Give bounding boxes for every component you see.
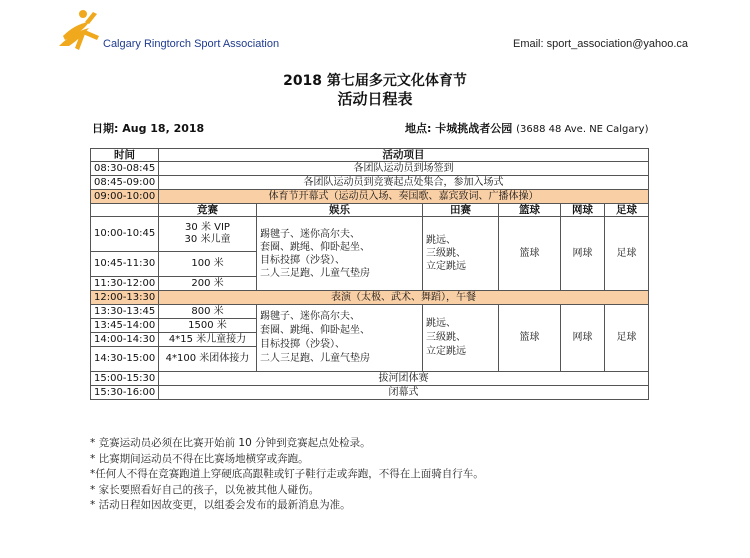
race-cell: [159, 217, 257, 252]
race-cell: 1500 米: [159, 319, 257, 333]
time-cell: 14:30-15:00: [91, 347, 159, 372]
location-address: (3688 48 Ave. NE Calgary): [516, 124, 649, 135]
category-tennis: 网球: [561, 204, 605, 217]
table-row: [91, 305, 649, 319]
fun-activities-cell: [257, 305, 423, 372]
table-row: [91, 386, 649, 400]
category-field: 田赛: [423, 204, 499, 217]
category-fun: 娱乐: [257, 204, 423, 217]
document-title: 2018 第七届多元文化体育节: [283, 73, 467, 89]
category-race: 竞赛: [159, 204, 257, 217]
time-cell: 09:00-10:00: [91, 190, 159, 204]
category-header-row: [91, 204, 649, 217]
time-cell: 08:30-08:45: [91, 162, 159, 176]
table-header-row: [91, 149, 649, 162]
field-line: 立定跳远: [426, 346, 466, 357]
category-basketball: 篮球: [499, 204, 561, 217]
race-item: 30 米 VIP: [185, 222, 230, 233]
time-cell: 10:00-10:45: [91, 217, 159, 252]
soccer-cell: 足球: [605, 305, 649, 372]
fun-line: 套圈、跳绳、仰卧起坐、: [260, 241, 370, 253]
note-item: * 竞赛运动员必须在比赛开始前 10 分钟到竞赛起点处检录。: [90, 437, 371, 449]
field-line: 立定跳远: [426, 261, 466, 272]
table-row-highlight: [91, 291, 649, 305]
race-cell: 4*15 米儿童接力: [159, 333, 257, 347]
time-cell: 13:30-13:45: [91, 305, 159, 319]
note-item: * 家长要照看好自己的孩子，以免被其他人碰伤。: [90, 483, 320, 496]
letterhead: [0, 0, 750, 60]
soccer-cell: 足球: [605, 217, 649, 291]
basketball-cell: 篮球: [499, 217, 561, 291]
note-item: * 活动日程如因故变更，以组委会发布的最新消息为准。: [90, 499, 351, 511]
fun-line: 踢毽子、迷你高尔夫、: [260, 228, 360, 240]
field-line: 三级跳、: [426, 248, 466, 259]
race-cell: 200 米: [159, 277, 257, 291]
time-cell: 12:00-13:30: [91, 291, 159, 305]
activity-header: 活动项目: [159, 149, 649, 162]
time-cell: 13:45-14:00: [91, 319, 159, 333]
activity-cell: 各团队运动员到场签到: [159, 162, 649, 176]
activity-cell: 各团队运动员到竞赛起点处集合，参加入场式: [159, 176, 649, 190]
table-row: [91, 176, 649, 190]
fun-line: 目标投掷（沙袋）、: [260, 254, 345, 266]
schedule-table: [90, 148, 649, 400]
activity-cell: 体育节开幕式（运动员入场、奏国歌、嘉宾致词、广播体操）: [159, 190, 649, 204]
tennis-cell: 网球: [561, 217, 605, 291]
note-item: *任何人不得在竞赛跑道上穿硬底高跟鞋或钉子鞋行走或奔跑，不得在上面骑自行车。: [90, 468, 484, 480]
time-header: 时间: [91, 149, 159, 162]
activity-cell: 表演（太极、武术、舞蹈），午餐: [159, 291, 649, 305]
table-row: [91, 162, 649, 176]
fun-line: 套圈、跳绳、仰卧起坐、: [260, 325, 370, 336]
time-cell: 10:45-11:30: [91, 252, 159, 277]
fun-line: 踢毽子、迷你高尔夫、: [260, 311, 360, 322]
organization-name: Calgary Ringtorch Sport Association: [103, 38, 280, 50]
document-subtitle: 活动日程表: [337, 90, 413, 108]
table-row: [91, 217, 649, 252]
time-cell: 14:00-14:30: [91, 333, 159, 347]
race-item: 30 米儿童: [184, 234, 231, 245]
field-events-cell: [423, 305, 499, 372]
race-cell: 800 米: [159, 305, 257, 319]
race-cell: 4*100 米团体接力: [159, 347, 257, 372]
category-soccer: 足球: [605, 204, 649, 217]
time-cell: 15:00-15:30: [91, 372, 159, 386]
event-date: 日期: Aug 18, 2018: [92, 122, 205, 135]
time-cell: 11:30-12:00: [91, 277, 159, 291]
location-label: 地点: 卡城挑战者公园: [405, 122, 513, 135]
table-row: [91, 372, 649, 386]
event-location: [405, 120, 648, 136]
time-cell: 08:45-09:00: [91, 176, 159, 190]
fun-line: 二人三足跑、儿童气垫房: [260, 353, 370, 364]
table-row-highlight: [91, 190, 649, 204]
contact-email: Email: sport_association@yahoo.ca: [513, 38, 689, 50]
race-cell: 100 米: [159, 252, 257, 277]
field-line: 三级跳、: [426, 332, 466, 343]
activity-cell: 拔河团体赛: [159, 372, 649, 386]
fun-line: 二人三足跑、儿童气垫房: [260, 267, 370, 279]
time-cell: 15:30-16:00: [91, 386, 159, 400]
field-line: 跳远、: [426, 318, 456, 329]
activity-cell: 闭幕式: [159, 386, 649, 400]
field-line: 跳远、: [426, 235, 456, 246]
notes-list: [90, 436, 690, 514]
fun-activities-cell: [257, 217, 423, 291]
field-events-cell: [423, 217, 499, 291]
empty-cell: [91, 204, 159, 217]
basketball-cell: 篮球: [499, 305, 561, 372]
tennis-cell: 网球: [561, 305, 605, 372]
fun-line: 目标投掷（沙袋）、: [260, 339, 345, 350]
note-item: * 比赛期间运动员不得在比赛场地横穿或奔跑。: [90, 452, 309, 465]
